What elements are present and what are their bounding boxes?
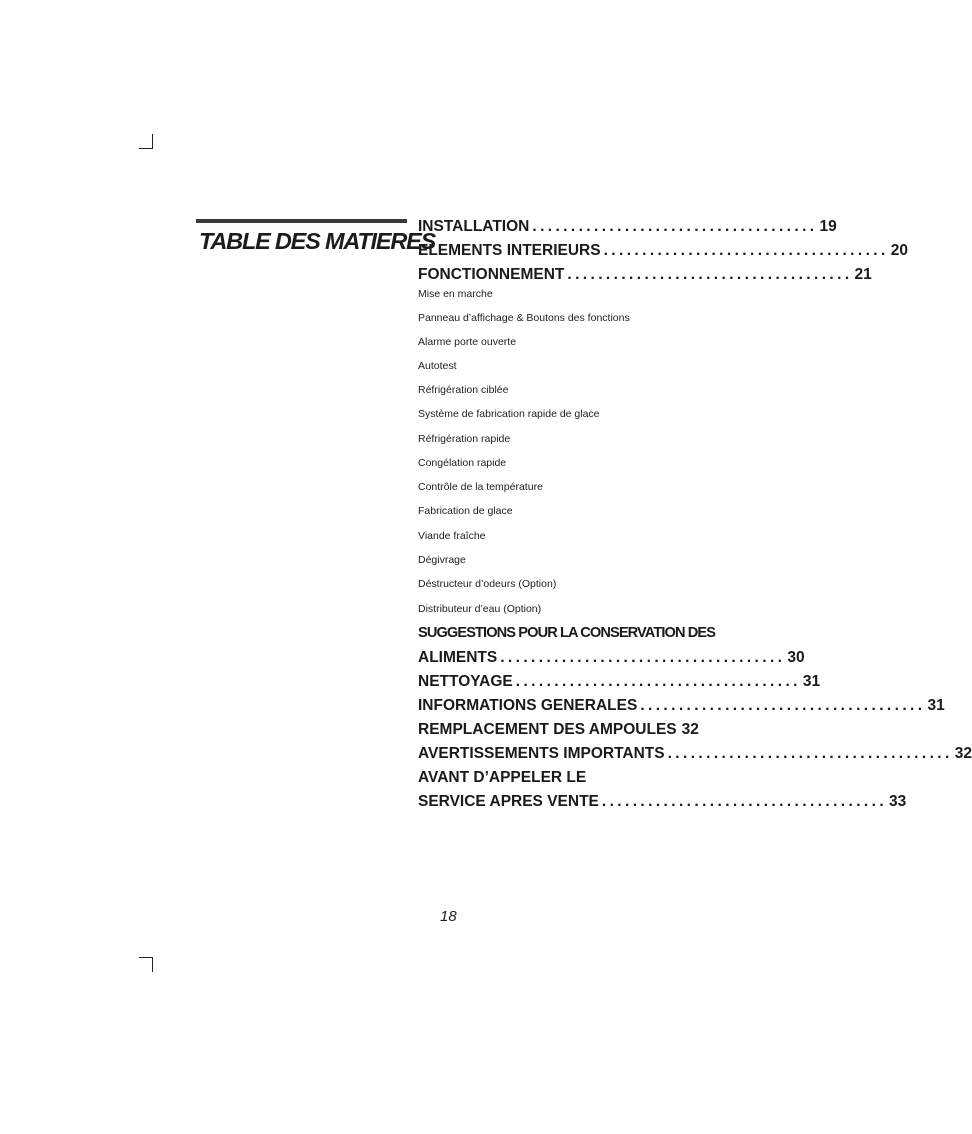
- toc-entry-page: 19: [819, 218, 837, 235]
- toc-entry-page: 21: [854, 266, 872, 283]
- toc-entry-label: NETTOYAGE: [418, 673, 513, 690]
- toc-subitem: Dégivrage: [418, 554, 466, 566]
- toc-entry-label: SERVICE APRES VENTE: [418, 793, 599, 810]
- toc-subitem: Réfrigération ciblée: [418, 384, 509, 396]
- toc-entry: [418, 648, 805, 668]
- toc-subitem: Panneau d’affichage & Boutons des fonctions: [418, 312, 630, 324]
- crop-mark-top-vertical: [152, 134, 153, 149]
- title-rule: [196, 219, 407, 223]
- toc-entry-page: 31: [927, 697, 945, 714]
- toc-leader: .....................................: [601, 793, 888, 810]
- toc-leader: .....................................: [603, 242, 889, 259]
- crop-mark-bottom-vertical: [152, 957, 153, 972]
- toc-entry-multiline-start: SUGGESTIONS POUR LA CONSERVATION DES: [418, 625, 716, 641]
- toc-entry-label: ELEMENTS INTERIEURS: [418, 242, 601, 259]
- toc-subitem: Fabrication de glace: [418, 505, 513, 517]
- toc-entry: [418, 744, 972, 764]
- toc-entry-label: FONCTIONNEMENT: [418, 266, 565, 283]
- toc-subitem: Alarme porte ouverte: [418, 336, 517, 348]
- toc-entry: [418, 672, 821, 692]
- toc-leader: .....................................: [567, 266, 853, 283]
- toc-entry-label: REMPLACEMENT DES AMPOULES: [418, 721, 677, 738]
- page-number: 18: [440, 908, 457, 925]
- toc-subitem: Viande fraîche: [418, 530, 486, 542]
- toc-entry: [418, 265, 872, 285]
- toc-entry-label: ALIMENTS: [418, 649, 498, 666]
- toc-leader: .....................................: [640, 697, 926, 714]
- toc-entry-page: 33: [889, 793, 907, 810]
- toc-subitem: Système de fabrication rapide de glace: [418, 408, 600, 420]
- toc-entry-label: INSTALLATION: [418, 218, 530, 235]
- toc-entry-page: 32: [681, 721, 699, 738]
- toc-leader: .....................................: [500, 649, 786, 666]
- toc-entry: [418, 241, 908, 261]
- toc-entry-page: 20: [890, 242, 908, 259]
- toc-subitem: Distributeur d’eau (Option): [418, 603, 542, 615]
- toc-leader: .....................................: [515, 673, 801, 690]
- toc-entry-label: INFORMATIONS GENERALES: [418, 697, 638, 714]
- toc-entry-label: AVERTISSEMENTS IMPORTANTS: [418, 745, 665, 762]
- toc-subitem: Déstructeur d’odeurs (Option): [418, 578, 557, 590]
- crop-mark-bottom: [139, 957, 153, 958]
- toc-entry: [418, 792, 907, 812]
- toc-subitem: Contrôle de la température: [418, 481, 543, 493]
- toc-subitem: Réfrigération rapide: [418, 433, 511, 445]
- toc-leader: .....................................: [532, 218, 818, 235]
- toc-entry-page: 31: [802, 673, 821, 690]
- crop-mark-top: [139, 148, 153, 149]
- toc-subitem: Mise en marche: [418, 288, 493, 300]
- toc-entry-page: 32: [954, 745, 972, 762]
- toc-entry: [418, 217, 837, 237]
- toc-entry: [418, 720, 698, 740]
- toc-entry-page: 30: [787, 649, 805, 666]
- toc-entry: [418, 696, 945, 716]
- toc-leader: .....................................: [667, 745, 953, 762]
- toc-subitem: Autotest: [418, 360, 457, 372]
- toc-subitem: Congélation rapide: [418, 457, 507, 469]
- toc-entry-multiline-start: AVANT D’APPELER LE: [418, 769, 587, 786]
- toc-title: TABLE DES MATIERES: [199, 228, 436, 254]
